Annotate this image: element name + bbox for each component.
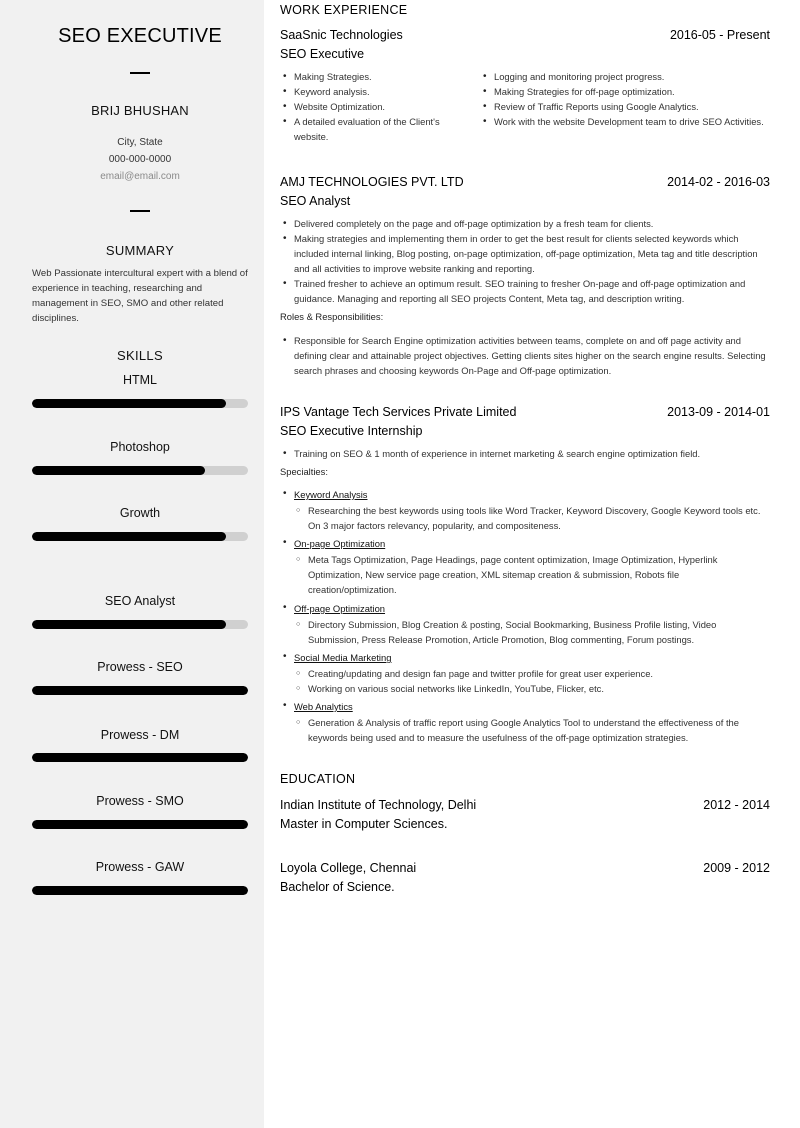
job-bullets <box>280 216 770 306</box>
bullet-dot: • <box>283 537 287 548</box>
bullet-dot: • <box>283 602 287 613</box>
job-company: IPS Vantage Tech Services Private Limited <box>280 405 517 419</box>
education-degree: Master in Computer Sciences. <box>280 817 448 831</box>
skill-bar <box>32 886 248 895</box>
skill-bar <box>32 466 248 475</box>
job-role: SEO Analyst <box>280 194 351 208</box>
specialty-items <box>294 715 770 745</box>
job-bullets-left <box>280 69 476 144</box>
skill-fill <box>32 399 226 408</box>
list-item: • Delivered completely on the page and off-page optimization by a fresh team for clients. <box>280 216 770 231</box>
bullet-dot: • <box>283 700 287 711</box>
education-school: Loyola College, Chennai <box>280 861 417 875</box>
skill-fill <box>32 620 226 629</box>
skill-name: Photoshop <box>110 440 170 454</box>
list-item: ○ Directory Submission, Blog Creation & posting, Social Bookmarking, Business Profile listing, Video Submission, Press Release Promotion, Article Promotion, Blog commenting, Forum postings. <box>294 617 770 647</box>
list-item: • Responsible for Search Engine optimization activities between teams, complete on and off page activity and defining clear and attainable project objectives. Getting clients sites higher on the search engine results. Selecting search phrases and choosing keywords On-Page and Off-page optimization. <box>280 333 770 378</box>
candidate-name: BRIJ BHUSHAN <box>91 103 189 118</box>
specialty-title: On-page Optimization <box>294 538 386 549</box>
location: City, State <box>117 137 163 148</box>
education-degree: Bachelor of Science. <box>280 880 395 894</box>
job-dates: 2013-09 - 2014-01 <box>667 405 770 419</box>
resume-title: SEO EXECUTIVE <box>58 25 222 47</box>
bullet-dot: • <box>283 488 287 499</box>
skill-name: Growth <box>119 506 161 520</box>
education-school: Indian Institute of Technology, Delhi <box>280 798 477 812</box>
skill-name: Prowess - DM <box>100 728 180 742</box>
email-link[interactable]: email@email.com <box>100 171 180 182</box>
skill-name: HTML <box>122 373 158 387</box>
skill-name: Prowess - GAW <box>95 860 185 874</box>
list-item: • Website Optimization. <box>280 99 476 114</box>
list-item: ○ Working on various social networks like LinkedIn, YouTube, Flicker, etc. <box>294 681 770 696</box>
list-item: ○ Generation & Analysis of traffic report using Google Analytics Tool to understand the effectiveness of the keywords being used and to measure the usefulness of the off-page optimization strategies. <box>294 715 770 745</box>
skill-name: SEO Analyst <box>104 594 176 608</box>
skill-name: Prowess - SMO <box>96 794 184 808</box>
job-role: SEO Executive Internship <box>280 424 423 438</box>
skill-name: Prowess - SEO <box>97 660 183 674</box>
job-company: SaaSnic Technologies <box>280 28 403 42</box>
education-dates: 2012 - 2014 <box>703 798 770 812</box>
summary-heading: SUMMARY <box>105 243 175 258</box>
list-item: • Making Strategies. <box>280 69 476 84</box>
list-item: • Training on SEO & 1 month of experience in internet marketing & search engine optimization field. <box>280 446 770 461</box>
list-item: ○ Researching the best keywords using tools like Word Tracker, Keyword Discovery, Google Keyword tools etc. On 3 major factors relevancy, popularity, and compositeness. <box>294 503 770 533</box>
job-role: SEO Executive <box>280 47 365 61</box>
specialty-title: Social Media Marketing <box>294 652 392 663</box>
list-item: • Making Strategies for off-page optimization. <box>480 84 770 99</box>
specialty-items <box>294 503 770 533</box>
summary-text: Web Passionate intercultural expert with a blend of experience in teaching, researching and management in SEO, SMO and other related disciplines. <box>32 268 248 324</box>
education-dates: 2009 - 2012 <box>703 861 770 875</box>
skill-fill <box>32 753 248 762</box>
job-bullets <box>280 446 770 461</box>
list-item: • Work with the website Development team to drive SEO Activities. <box>480 114 770 129</box>
skill-bar <box>32 399 248 408</box>
job-bullets-right <box>480 69 770 129</box>
specialty-title: Web Analytics <box>294 701 353 712</box>
roles-bullets <box>280 333 770 378</box>
list-item: • Keyword analysis. <box>280 84 476 99</box>
skill-bar <box>32 532 248 541</box>
list-item: • Making strategies and implementing them in order to get the best result for clients selected keywords which included internal linking, Blog posting, on-page optimization, off-page optimization, Meta tag and title description and all activities to improve website ranking and reporting. <box>280 231 770 276</box>
job-dates: 2016-05 - Present <box>669 28 770 42</box>
skill-fill <box>32 532 226 541</box>
job-company: AMJ TECHNOLOGIES PVT. LTD <box>280 175 464 189</box>
skill-fill <box>32 686 248 695</box>
sidebar <box>0 0 264 1128</box>
bullet-dot: • <box>283 651 287 662</box>
skill-fill <box>32 466 205 475</box>
list-item: • Review of Traffic Reports using Google Analytics. <box>480 99 770 114</box>
skill-fill <box>32 820 248 829</box>
list-item: • Trained fresher to achieve an optimum result. SEO training to fresher On-page and off-page optimization and guidance. Managing and reporting all SEO projects Content, Meta tag, and description writing. <box>280 276 770 306</box>
specialties-label: Specialties: <box>280 466 328 477</box>
skill-fill <box>32 886 248 895</box>
specialty-items <box>294 552 770 597</box>
divider <box>130 72 150 74</box>
roles-label: Roles & Responsibilities: <box>280 311 384 322</box>
list-item: • A detailed evaluation of the Client's website. <box>280 114 476 144</box>
skills-heading: SKILLS <box>117 348 163 363</box>
list-item: • Logging and monitoring project progress. <box>480 69 770 84</box>
specialty-items <box>294 666 770 696</box>
work-experience-heading: WORK EXPERIENCE <box>280 3 408 17</box>
specialty-title: Off-page Optimization <box>294 603 386 614</box>
specialty-title: Keyword Analysis <box>294 489 368 500</box>
phone: 000-000-0000 <box>108 154 172 165</box>
list-item: ○ Meta Tags Optimization, Page Headings, page content optimization, Image Optimization, Hyperlink Optimization, New service page creation, XML sitemap creation & submission, Robots file creation/optimization. <box>294 552 770 597</box>
list-item: ○ Creating/updating and design fan page and twitter profile for great user experience. <box>294 666 770 681</box>
skill-bar <box>32 620 248 629</box>
skill-bar <box>32 753 248 762</box>
education-heading: EDUCATION <box>280 772 356 786</box>
skill-bar <box>32 820 248 829</box>
specialty-items <box>294 617 770 647</box>
skill-bar <box>32 686 248 695</box>
divider <box>130 210 150 212</box>
job-dates: 2014-02 - 2016-03 <box>667 175 770 189</box>
